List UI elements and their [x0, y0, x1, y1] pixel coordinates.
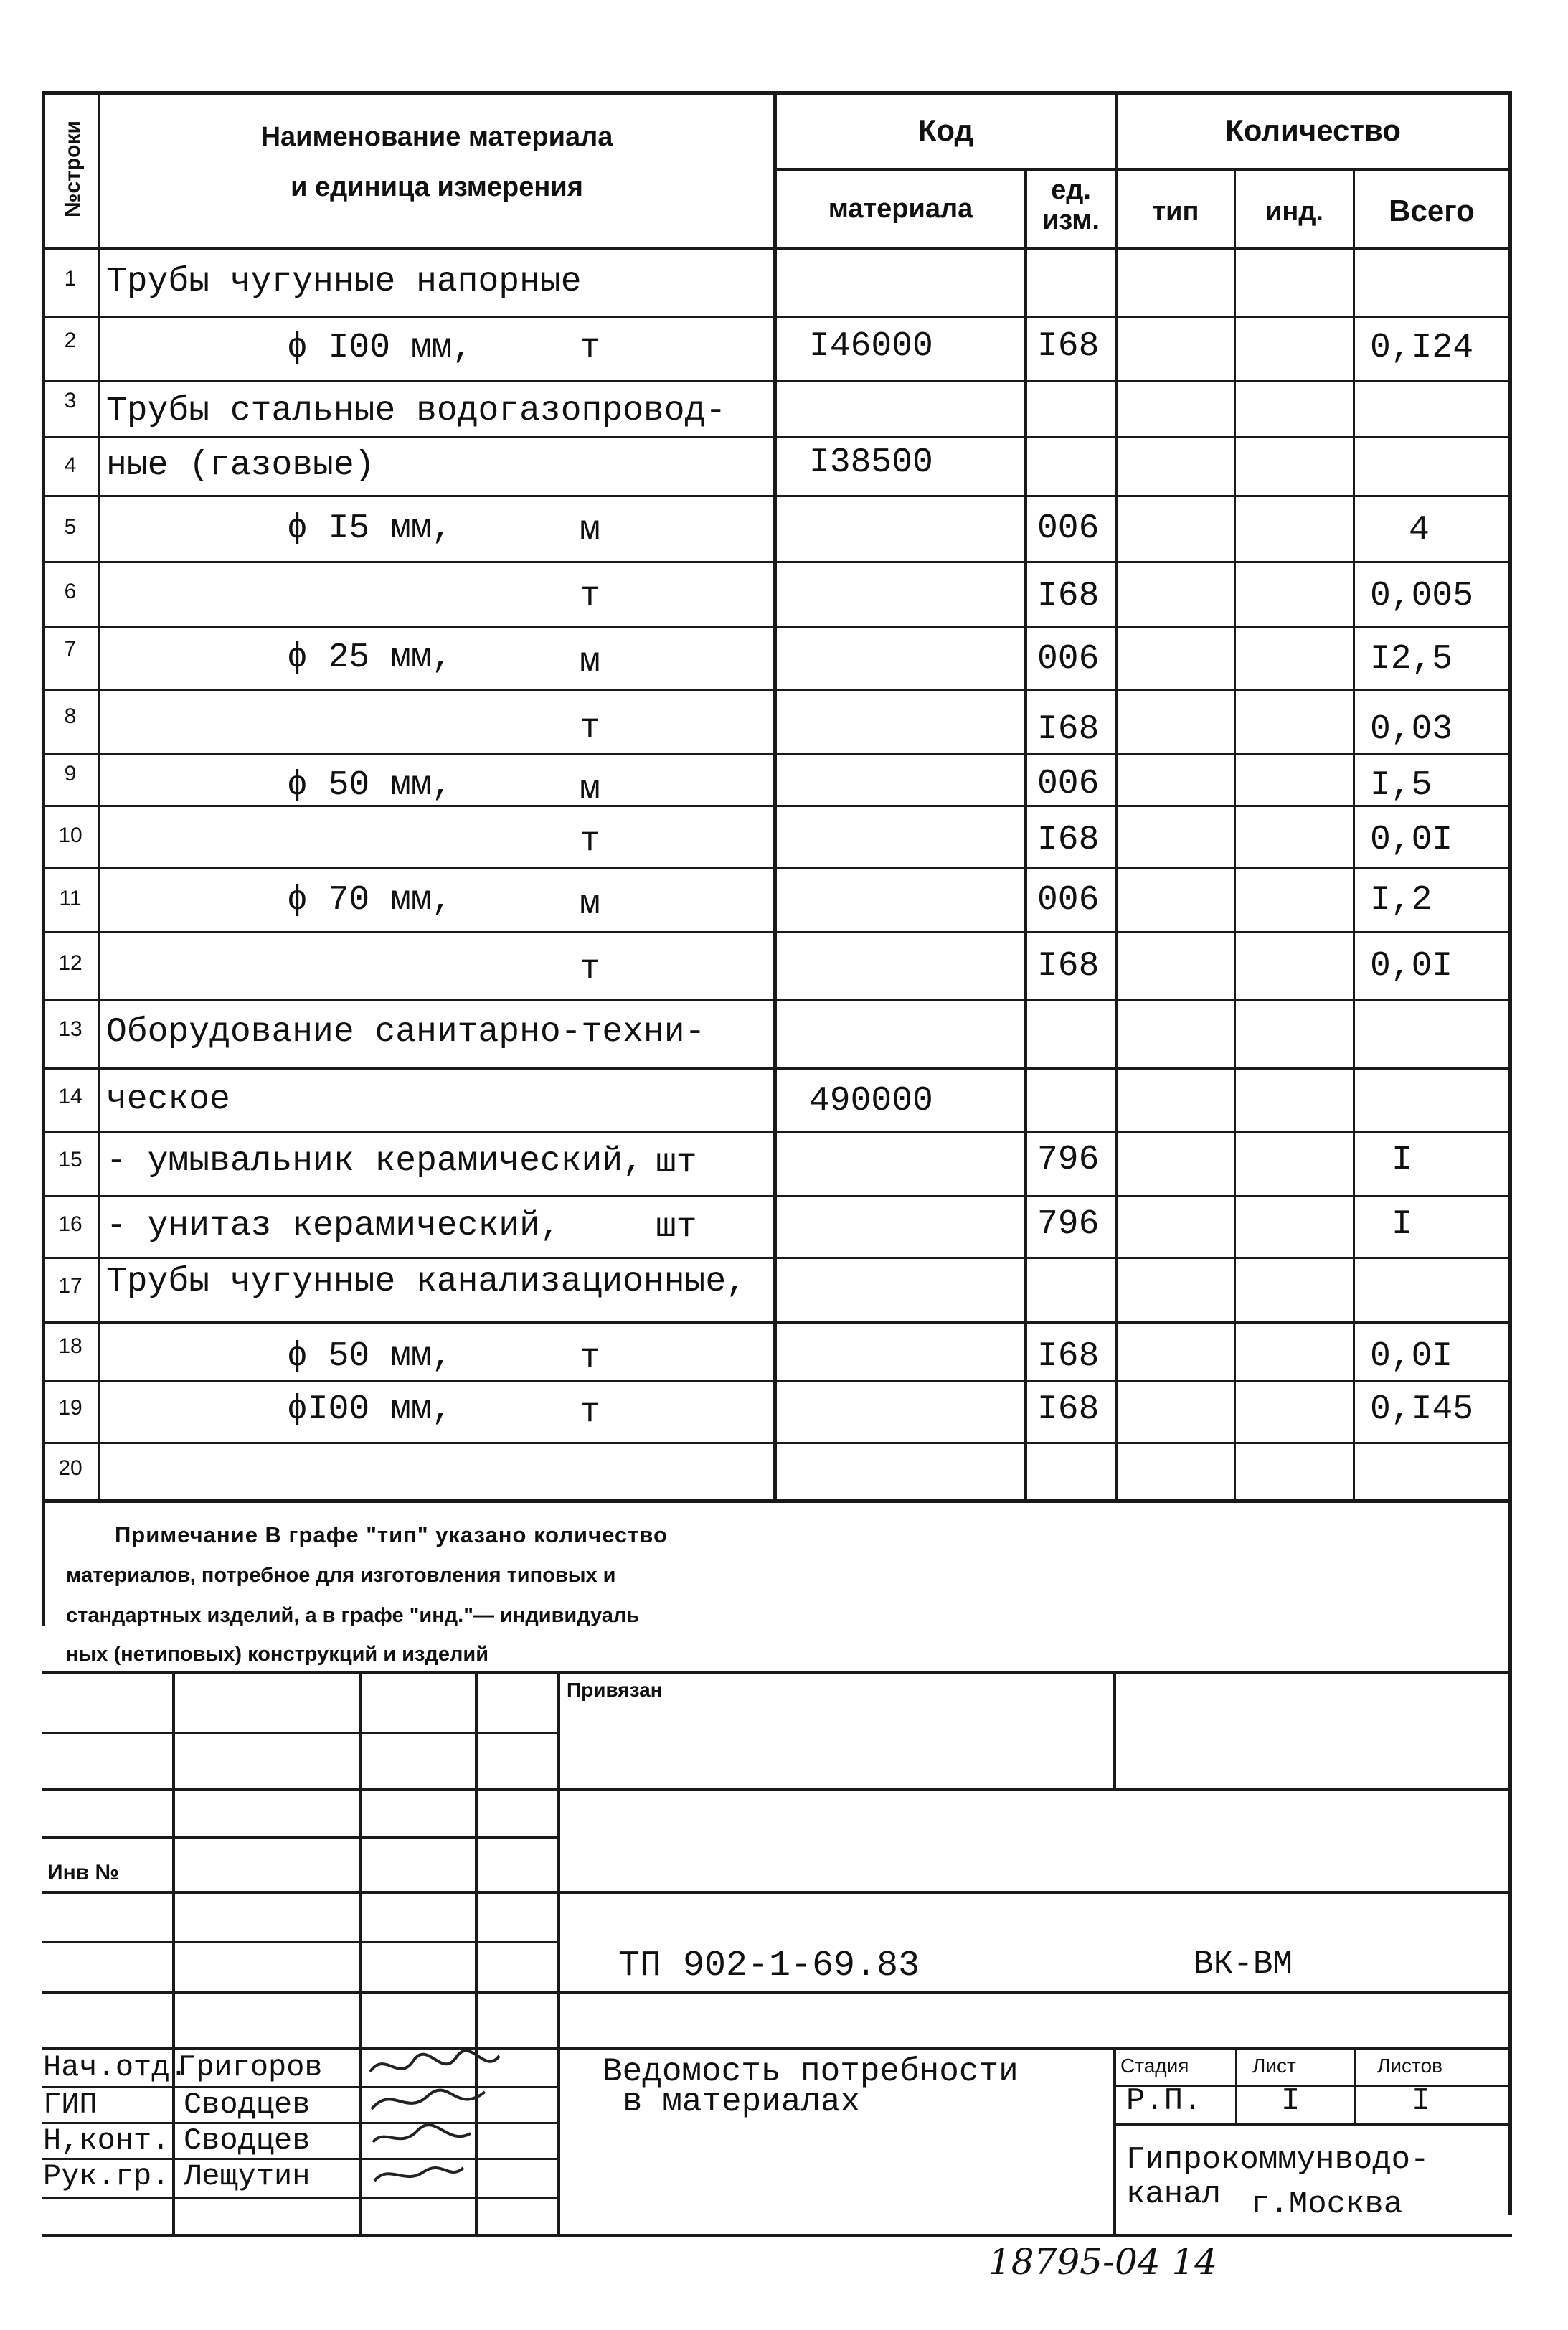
- row-number: 3: [64, 389, 77, 412]
- material-name: - умывальник керамический,: [106, 1142, 643, 1181]
- unit-code: I68: [1037, 1390, 1100, 1429]
- person-name: Лещутин: [184, 2159, 311, 2194]
- note-line: материалов, потребное для изготовления типовых и: [66, 1564, 616, 1587]
- stage-label: Стадия: [1120, 2055, 1189, 2077]
- unit-header-line1: ед.: [1051, 175, 1091, 205]
- material-name: ные (газовые): [106, 446, 375, 485]
- row-number: 18: [58, 1334, 82, 1358]
- role-label: Нач.отд.: [43, 2050, 188, 2085]
- total-value: 0,0I: [1370, 1337, 1453, 1376]
- role-label: ГИП: [43, 2088, 98, 2122]
- material-diameter: ϕ I5 мм,: [287, 509, 453, 548]
- role-label: Н,конт.: [43, 2123, 170, 2158]
- organization-city: г.Москва: [1251, 2187, 1403, 2222]
- material-name: ческое: [106, 1080, 230, 1119]
- row-number: 8: [64, 704, 77, 728]
- archive-number: 18795-04 14: [988, 2241, 1218, 2283]
- total-value: 0,I24: [1370, 329, 1474, 367]
- name-header-line1: Наименование материала: [260, 122, 613, 152]
- name-header-line2: и единица измерения: [291, 172, 583, 202]
- stage-value: Р.П.: [1126, 2083, 1202, 2119]
- material-code: 490000: [809, 1082, 933, 1121]
- signature-4: [363, 2155, 506, 2195]
- material-unit: т: [580, 822, 600, 861]
- sheets-label: Листов: [1377, 2055, 1442, 2077]
- row-number: 10: [58, 824, 82, 847]
- total-value: I,2: [1370, 881, 1432, 920]
- unit-code: I68: [1037, 327, 1100, 366]
- signature-3: [363, 2118, 506, 2158]
- row-number: 4: [64, 453, 77, 477]
- material-unit: м: [580, 511, 600, 550]
- sheet-value: I: [1281, 2083, 1300, 2119]
- person-name: Сводцев: [184, 2123, 311, 2158]
- total-value: I,5: [1370, 766, 1432, 805]
- material-unit: м: [580, 770, 600, 809]
- code-header: Код: [917, 113, 974, 147]
- material-diameter: ϕ 70 мм,: [287, 881, 453, 920]
- row-number: 5: [64, 515, 77, 539]
- unit-code: 006: [1037, 765, 1100, 803]
- material-name: - унитаз керамический,: [106, 1207, 561, 1245]
- ind-header: инд.: [1265, 197, 1323, 227]
- total-header: Всего: [1389, 194, 1475, 227]
- material-unit: м: [580, 643, 600, 681]
- unit-code: 796: [1037, 1141, 1100, 1179]
- material-diameter: ϕ 50 мм,: [287, 1337, 453, 1376]
- unit-code: 006: [1037, 640, 1100, 679]
- material-name: Оборудование санитарно-техни-: [106, 1013, 706, 1052]
- material-unit: т: [580, 1339, 600, 1377]
- material-unit: т: [580, 950, 600, 989]
- organization-name: Гипрокоммунводо-: [1126, 2142, 1430, 2178]
- material-name: Трубы стальные водогазопровод-: [106, 392, 727, 430]
- row-number: 13: [58, 1017, 82, 1041]
- unit-code: I68: [1037, 710, 1100, 749]
- type-header: тип: [1152, 197, 1199, 227]
- row-number: 9: [64, 762, 77, 786]
- unit-code: 796: [1037, 1205, 1100, 1244]
- row-number: 14: [58, 1085, 82, 1108]
- total-value: 0,0I: [1370, 821, 1453, 859]
- unit-header-line2: изм.: [1042, 205, 1100, 235]
- material-unit: т: [580, 577, 600, 615]
- material-unit: шт: [656, 1208, 697, 1247]
- row-number-header: №строки: [61, 121, 85, 217]
- document-title-line2: в материалах: [623, 2083, 861, 2121]
- note-line: Примечание В графе "тип" указано количество: [115, 1522, 668, 1547]
- document-code: ТП 902-1-69.83: [618, 1945, 920, 1986]
- quantity-header: Количество: [1225, 113, 1401, 147]
- material-unit: т: [580, 329, 600, 367]
- document-title-line1: Ведомость потребности: [603, 2053, 1019, 2090]
- total-value: 0,005: [1370, 577, 1474, 615]
- unit-code: I68: [1037, 947, 1100, 986]
- attached-label: Привязан: [567, 1679, 663, 1701]
- total-value: 0,0I: [1370, 947, 1453, 986]
- total-value: 0,I45: [1370, 1390, 1474, 1429]
- total-value: I2,5: [1370, 640, 1453, 679]
- material-diameter: ϕ 25 мм,: [287, 638, 453, 677]
- material-unit: м: [580, 885, 600, 924]
- row-number: 16: [58, 1212, 82, 1236]
- row-number: 11: [59, 887, 82, 910]
- total-value: I: [1392, 1141, 1412, 1179]
- row-number: 15: [58, 1148, 82, 1171]
- material-code: I38500: [809, 443, 933, 482]
- row-number: 1: [64, 267, 77, 291]
- row-number: 19: [58, 1396, 82, 1420]
- unit-code: I68: [1037, 577, 1100, 615]
- sheet-label: Лист: [1252, 2055, 1296, 2077]
- unit-code: 006: [1037, 509, 1100, 548]
- person-name: Сводцев: [184, 2088, 311, 2122]
- material-unit: т: [580, 1393, 600, 1432]
- material-unit: шт: [656, 1143, 697, 1182]
- unit-code: I68: [1037, 1337, 1100, 1376]
- unit-code: 006: [1037, 881, 1100, 920]
- signature-2: [363, 2080, 506, 2121]
- material-name: Трубы чугунные напорные: [106, 263, 582, 301]
- sheet-mark: ВК-ВМ: [1194, 1945, 1293, 1983]
- row-number: 12: [58, 951, 82, 975]
- total-value: 4: [1409, 511, 1430, 550]
- sheets-value: I: [1412, 2083, 1431, 2119]
- row-number: 20: [58, 1456, 82, 1480]
- inventory-number-label: Инв №: [47, 1861, 119, 1885]
- material-diameter: ϕ 50 мм,: [287, 766, 453, 805]
- row-number: 17: [58, 1274, 82, 1298]
- material-unit: т: [580, 709, 600, 747]
- note-line: стандартных изделий, а в графе "инд."— индивидуаль: [66, 1604, 640, 1627]
- material-diameter: ϕI00 мм,: [287, 1390, 453, 1429]
- row-number: 7: [64, 637, 77, 661]
- total-value: I: [1392, 1205, 1412, 1244]
- row-number: 6: [64, 580, 77, 603]
- person-name: Григоров: [178, 2050, 323, 2085]
- material-code-header: материала: [828, 194, 973, 224]
- organization-name-cont: канал: [1126, 2176, 1222, 2212]
- material-diameter: ϕ I00 мм,: [287, 329, 473, 367]
- unit-code: I68: [1037, 821, 1100, 859]
- row-number: 2: [64, 329, 77, 352]
- total-value: 0,03: [1370, 710, 1453, 749]
- material-code: I46000: [809, 327, 933, 366]
- material-name: Трубы чугунные канализационные,: [106, 1263, 747, 1301]
- role-label: Рук.гр.: [43, 2159, 170, 2194]
- note-line: ных (нетиповых) конструкций и изделий: [66, 1643, 489, 1666]
- signature-1: [363, 2043, 506, 2086]
